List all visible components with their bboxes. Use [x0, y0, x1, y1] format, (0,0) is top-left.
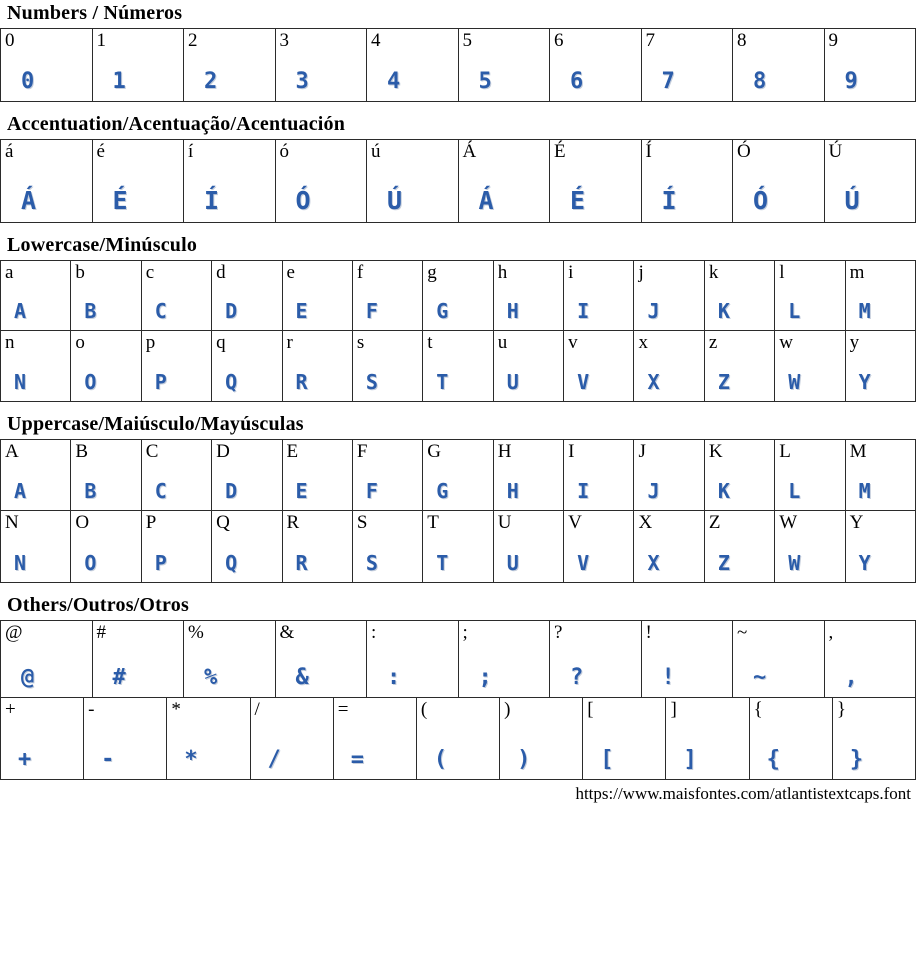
char-glyph-preview: ! — [661, 665, 675, 690]
glyph-row-lowercase-0 — [0, 260, 916, 331]
glyph-cell — [705, 261, 775, 331]
char-glyph-preview: 0 — [21, 69, 35, 94]
char-glyph-preview: ( — [433, 747, 448, 772]
glyph-cell — [142, 511, 212, 583]
char-label: 2 — [188, 30, 198, 51]
glyph-row-numbers-0 — [0, 28, 916, 102]
char-glyph-preview: D — [225, 479, 238, 503]
char-glyph-preview: ) — [517, 747, 531, 772]
char-glyph-preview: S — [365, 370, 378, 394]
glyph-cell — [1, 698, 84, 780]
glyph-cell — [353, 511, 423, 583]
glyph-cell — [353, 440, 423, 511]
char-label: í — [188, 141, 194, 162]
glyph-cell — [93, 140, 185, 223]
glyph-cell — [71, 261, 141, 331]
char-label: W — [779, 512, 798, 533]
glyph-row-uppercase-1 — [0, 511, 916, 583]
char-label: B — [75, 441, 89, 462]
char-label: ~ — [737, 622, 748, 643]
char-glyph-preview: O — [84, 551, 97, 575]
char-label: 3 — [279, 30, 289, 51]
glyph-cell — [283, 440, 353, 511]
char-glyph-preview: I — [577, 479, 590, 503]
char-glyph-preview: B — [84, 299, 97, 323]
char-label: O — [75, 512, 90, 533]
glyph-cell — [417, 698, 500, 780]
char-label: R — [286, 512, 300, 533]
char-glyph-preview: & — [295, 665, 309, 690]
glyph-cell — [334, 698, 417, 780]
glyph-cell — [634, 511, 704, 583]
char-glyph-preview: Q — [225, 370, 238, 394]
footer-url: https://www.maisfontes.com/atlantistextcaps.font — [575, 784, 911, 803]
glyph-cell — [846, 261, 916, 331]
glyph-cell — [212, 440, 282, 511]
char-glyph-preview: , — [844, 665, 858, 690]
char-label: ? — [554, 622, 563, 643]
char-glyph-preview: A — [14, 479, 27, 503]
char-label: } — [836, 699, 846, 720]
char-glyph-preview: 7 — [661, 69, 675, 94]
glyph-cell — [459, 621, 551, 698]
char-glyph-preview: Y — [858, 551, 871, 575]
char-label: v — [568, 332, 578, 353]
glyph-cell — [212, 331, 282, 402]
char-glyph-preview: F — [365, 299, 378, 323]
char-glyph-preview: É — [112, 186, 128, 215]
glyph-cell — [642, 29, 734, 102]
char-label: e — [286, 262, 295, 283]
char-glyph-preview: C — [154, 479, 167, 503]
char-label: é — [96, 141, 105, 162]
char-label: L — [779, 441, 791, 462]
char-glyph-preview: / — [267, 747, 281, 772]
char-label: = — [337, 699, 349, 720]
glyph-cell — [494, 440, 564, 511]
char-glyph-preview: 1 — [112, 69, 126, 94]
char-glyph-preview: W — [788, 370, 801, 394]
char-glyph-preview: Á — [21, 186, 37, 215]
char-glyph-preview: W — [788, 551, 801, 575]
char-label: G — [427, 441, 442, 462]
glyph-cell — [634, 440, 704, 511]
char-label: 9 — [828, 30, 838, 51]
char-glyph-preview: G — [436, 299, 449, 323]
glyph-cell — [846, 440, 916, 511]
glyph-cell — [775, 440, 845, 511]
char-label: r — [286, 332, 293, 353]
char-label: k — [708, 262, 719, 283]
char-glyph-preview: ] — [683, 747, 697, 772]
char-label: s — [356, 332, 365, 353]
char-label: i — [568, 262, 574, 283]
char-label: t — [427, 332, 433, 353]
glyph-cell — [184, 29, 276, 102]
glyph-cell — [825, 29, 916, 102]
glyph-cell — [367, 621, 459, 698]
char-glyph-preview: P — [154, 551, 167, 575]
char-label: Q — [216, 512, 230, 533]
glyph-cell — [71, 440, 141, 511]
char-glyph-preview: V — [577, 370, 590, 394]
char-glyph-preview: R — [295, 370, 308, 394]
glyph-cell — [459, 29, 551, 102]
glyph-cell — [142, 261, 212, 331]
section-title-uppercase: Uppercase/Maiúsculo/Mayúsculas — [7, 413, 304, 435]
char-glyph-preview: R — [295, 551, 308, 575]
char-glyph-preview: 6 — [570, 69, 584, 94]
glyph-cell — [283, 511, 353, 583]
glyph-row-accentuation-0 — [0, 139, 916, 223]
glyph-cell — [71, 511, 141, 583]
glyph-cell — [459, 140, 551, 223]
char-label: b — [75, 262, 85, 283]
char-glyph-preview: 3 — [295, 69, 309, 94]
char-glyph-preview: @ — [21, 665, 35, 690]
glyph-cell — [634, 261, 704, 331]
glyph-cell — [276, 140, 368, 223]
char-glyph-preview: H — [506, 299, 519, 323]
char-label: Ó — [737, 141, 751, 162]
char-label: C — [145, 441, 159, 462]
char-label: * — [171, 699, 181, 720]
char-glyph-preview: ; — [478, 665, 492, 690]
glyph-cell — [705, 440, 775, 511]
char-label: Ú — [828, 141, 843, 162]
char-glyph-preview: : — [387, 665, 401, 690]
glyph-cell — [276, 29, 368, 102]
char-label: 0 — [5, 30, 15, 51]
glyph-cell — [494, 331, 564, 402]
char-label: 6 — [554, 30, 564, 51]
char-label: ó — [279, 141, 289, 162]
char-glyph-preview: H — [506, 479, 519, 503]
char-label: ] — [670, 699, 677, 720]
char-glyph-preview: { — [766, 747, 780, 772]
char-label: u — [497, 332, 508, 353]
glyph-cell — [642, 140, 734, 223]
char-glyph-preview: G — [436, 479, 449, 503]
glyph-cell — [846, 511, 916, 583]
char-glyph-preview: P — [154, 370, 167, 394]
char-glyph-preview: X — [647, 551, 660, 575]
char-label: # — [96, 622, 106, 643]
char-glyph-preview: M — [858, 479, 871, 503]
glyph-row-lowercase-1 — [0, 331, 916, 402]
glyph-cell — [251, 698, 334, 780]
char-glyph-preview: + — [18, 747, 32, 772]
char-glyph-preview: T — [436, 551, 449, 575]
glyph-cell — [564, 331, 634, 402]
char-label: Á — [462, 141, 477, 162]
char-label: X — [638, 512, 653, 533]
char-label: y — [849, 332, 860, 353]
char-label: 4 — [371, 30, 381, 51]
char-label: á — [5, 141, 14, 162]
char-glyph-preview: J — [647, 299, 660, 323]
glyph-cell — [1, 331, 71, 402]
glyph-cell — [276, 621, 368, 698]
char-label: 1 — [96, 30, 106, 51]
char-glyph-preview: Ó — [295, 186, 311, 215]
char-label: [ — [587, 699, 594, 720]
char-glyph-preview: Ú — [387, 186, 403, 215]
char-label: Í — [645, 141, 652, 162]
section-title-numbers: Numbers / Números — [7, 2, 183, 24]
char-glyph-preview: B — [84, 479, 97, 503]
glyph-cell — [71, 331, 141, 402]
glyph-cell — [583, 698, 666, 780]
char-glyph-preview: Á — [478, 186, 494, 215]
char-glyph-preview: E — [295, 299, 308, 323]
glyph-cell — [705, 511, 775, 583]
glyph-cell — [494, 261, 564, 331]
glyph-cell — [84, 698, 167, 780]
glyph-cell — [1, 440, 71, 511]
section-title-others: Others/Outros/Otros — [7, 594, 189, 616]
char-label: g — [427, 262, 437, 283]
char-glyph-preview: K — [717, 299, 730, 323]
char-glyph-preview: U — [506, 551, 519, 575]
char-glyph-preview: Ó — [753, 186, 769, 215]
glyph-cell — [564, 261, 634, 331]
char-glyph-preview: Ú — [844, 186, 860, 215]
char-label: ) — [504, 699, 511, 720]
glyph-cell — [1, 261, 71, 331]
glyph-cell — [367, 140, 459, 223]
glyph-cell — [705, 331, 775, 402]
glyph-cell — [825, 621, 916, 698]
char-glyph-preview: Z — [717, 551, 730, 575]
char-glyph-preview: E — [295, 479, 308, 503]
glyph-row-others-1 — [0, 698, 916, 780]
glyph-cell — [750, 698, 833, 780]
char-label: o — [75, 332, 85, 353]
char-label: j — [638, 262, 644, 283]
char-glyph-preview: V — [577, 551, 590, 575]
char-label: P — [145, 512, 157, 533]
glyph-cell — [733, 621, 825, 698]
char-glyph-preview: [ — [600, 747, 614, 772]
char-glyph-preview: % — [204, 665, 218, 690]
char-glyph-preview: U — [506, 370, 519, 394]
char-label: & — [279, 622, 295, 643]
glyph-cell — [564, 440, 634, 511]
glyph-cell — [564, 511, 634, 583]
char-glyph-preview: 5 — [478, 69, 492, 94]
char-label: Y — [849, 512, 864, 533]
char-glyph-preview: K — [717, 479, 730, 503]
char-glyph-preview: Í — [661, 186, 677, 215]
char-glyph-preview: ~ — [753, 665, 767, 690]
char-glyph-preview: É — [570, 186, 586, 215]
char-label: / — [254, 699, 260, 720]
glyph-cell — [283, 261, 353, 331]
char-label: É — [554, 141, 566, 162]
char-glyph-preview: L — [788, 299, 801, 323]
glyph-cell — [846, 331, 916, 402]
char-label: T — [427, 512, 439, 533]
glyph-cell — [184, 140, 276, 223]
char-label: V — [568, 512, 582, 533]
section-title-accentuation: Accentuation/Acentuação/Acentuación — [7, 113, 346, 135]
char-label: p — [145, 332, 156, 353]
char-glyph-preview: * — [184, 747, 198, 772]
char-glyph-preview: = — [350, 747, 364, 772]
char-label: A — [5, 441, 19, 462]
char-label: f — [356, 262, 364, 283]
char-label: F — [356, 441, 368, 462]
char-glyph-preview: F — [365, 479, 378, 503]
char-glyph-preview: ? — [570, 665, 584, 690]
char-glyph-preview: 8 — [753, 69, 767, 94]
glyph-cell — [733, 140, 825, 223]
char-glyph-preview: } — [849, 747, 864, 772]
char-glyph-preview: M — [858, 299, 871, 323]
glyph-cell — [1, 621, 93, 698]
glyph-cell — [1, 29, 93, 102]
char-label: w — [779, 332, 793, 353]
glyph-row-others-0 — [0, 620, 916, 698]
char-label: Z — [708, 512, 721, 533]
glyph-cell — [494, 511, 564, 583]
glyph-cell — [423, 331, 493, 402]
char-label: h — [497, 262, 508, 283]
char-glyph-preview: T — [436, 370, 449, 394]
char-glyph-preview: 2 — [204, 69, 218, 94]
glyph-cell — [775, 261, 845, 331]
glyph-cell — [184, 621, 276, 698]
glyph-cell — [775, 511, 845, 583]
char-glyph-preview: L — [788, 479, 801, 503]
char-label: E — [286, 441, 299, 462]
char-label: q — [216, 332, 226, 353]
glyph-cell — [93, 29, 185, 102]
char-label: : — [371, 622, 377, 643]
char-label: U — [497, 512, 512, 533]
char-label: I — [568, 441, 575, 462]
char-label: H — [497, 441, 512, 462]
char-label: @ — [5, 622, 23, 643]
char-label: 7 — [645, 30, 655, 51]
glyph-cell — [833, 698, 916, 780]
char-glyph-preview: # — [112, 665, 126, 690]
glyph-cell — [353, 331, 423, 402]
char-glyph-preview: I — [577, 299, 590, 323]
char-glyph-preview: Q — [225, 551, 238, 575]
glyph-cell — [353, 261, 423, 331]
char-glyph-preview: X — [647, 370, 660, 394]
glyph-cell — [212, 511, 282, 583]
glyph-cell — [825, 140, 916, 223]
glyph-cell — [634, 331, 704, 402]
char-label: % — [188, 622, 204, 643]
glyph-cell — [93, 621, 185, 698]
char-label: m — [849, 262, 865, 283]
glyph-cell — [423, 440, 493, 511]
char-glyph-preview: D — [225, 299, 238, 323]
glyph-cell — [550, 29, 642, 102]
glyph-cell — [423, 511, 493, 583]
glyph-cell — [775, 331, 845, 402]
glyph-cell — [666, 698, 749, 780]
glyph-cell — [283, 331, 353, 402]
char-label: c — [145, 262, 155, 283]
char-label: J — [638, 441, 646, 462]
char-label: K — [708, 441, 723, 462]
char-label: d — [216, 262, 226, 283]
glyph-cell — [550, 140, 642, 223]
char-label: , — [828, 622, 834, 643]
glyph-cell — [550, 621, 642, 698]
glyph-cell — [1, 511, 71, 583]
char-glyph-preview: A — [14, 299, 27, 323]
glyph-cell — [167, 698, 250, 780]
char-label: - — [88, 699, 95, 720]
glyph-cell — [500, 698, 583, 780]
char-glyph-preview: Z — [717, 370, 730, 394]
char-label: n — [5, 332, 15, 353]
char-glyph-preview: - — [101, 747, 115, 772]
glyph-row-uppercase-0 — [0, 439, 916, 511]
char-label: 8 — [737, 30, 747, 51]
char-label: + — [5, 699, 16, 720]
char-label: ú — [371, 141, 381, 162]
char-label: z — [708, 332, 718, 353]
glyph-cell — [1, 140, 93, 223]
glyph-cell — [367, 29, 459, 102]
char-glyph-preview: N — [14, 551, 27, 575]
char-label: { — [753, 699, 763, 720]
char-label: ; — [462, 622, 468, 643]
char-glyph-preview: 4 — [387, 69, 401, 94]
char-label: ( — [420, 699, 428, 720]
char-label: S — [356, 512, 368, 533]
char-label: a — [5, 262, 14, 283]
glyph-cell — [212, 261, 282, 331]
char-label: N — [5, 512, 19, 533]
char-label: D — [216, 441, 230, 462]
glyph-cell — [142, 331, 212, 402]
char-label: l — [779, 262, 785, 283]
char-glyph-preview: 9 — [844, 69, 858, 94]
glyph-cell — [142, 440, 212, 511]
char-label: ! — [645, 622, 652, 643]
char-label: M — [849, 441, 867, 462]
char-glyph-preview: Y — [858, 370, 871, 394]
section-title-lowercase: Lowercase/Minúsculo — [7, 234, 198, 256]
char-glyph-preview: S — [365, 551, 378, 575]
char-glyph-preview: O — [84, 370, 97, 394]
char-label: 5 — [462, 30, 472, 51]
char-glyph-preview: Í — [204, 186, 220, 215]
glyph-cell — [733, 29, 825, 102]
glyph-cell — [423, 261, 493, 331]
glyph-cell — [642, 621, 734, 698]
char-glyph-preview: N — [14, 370, 27, 394]
char-label: x — [638, 332, 648, 353]
char-glyph-preview: J — [647, 479, 660, 503]
char-glyph-preview: C — [154, 299, 167, 323]
